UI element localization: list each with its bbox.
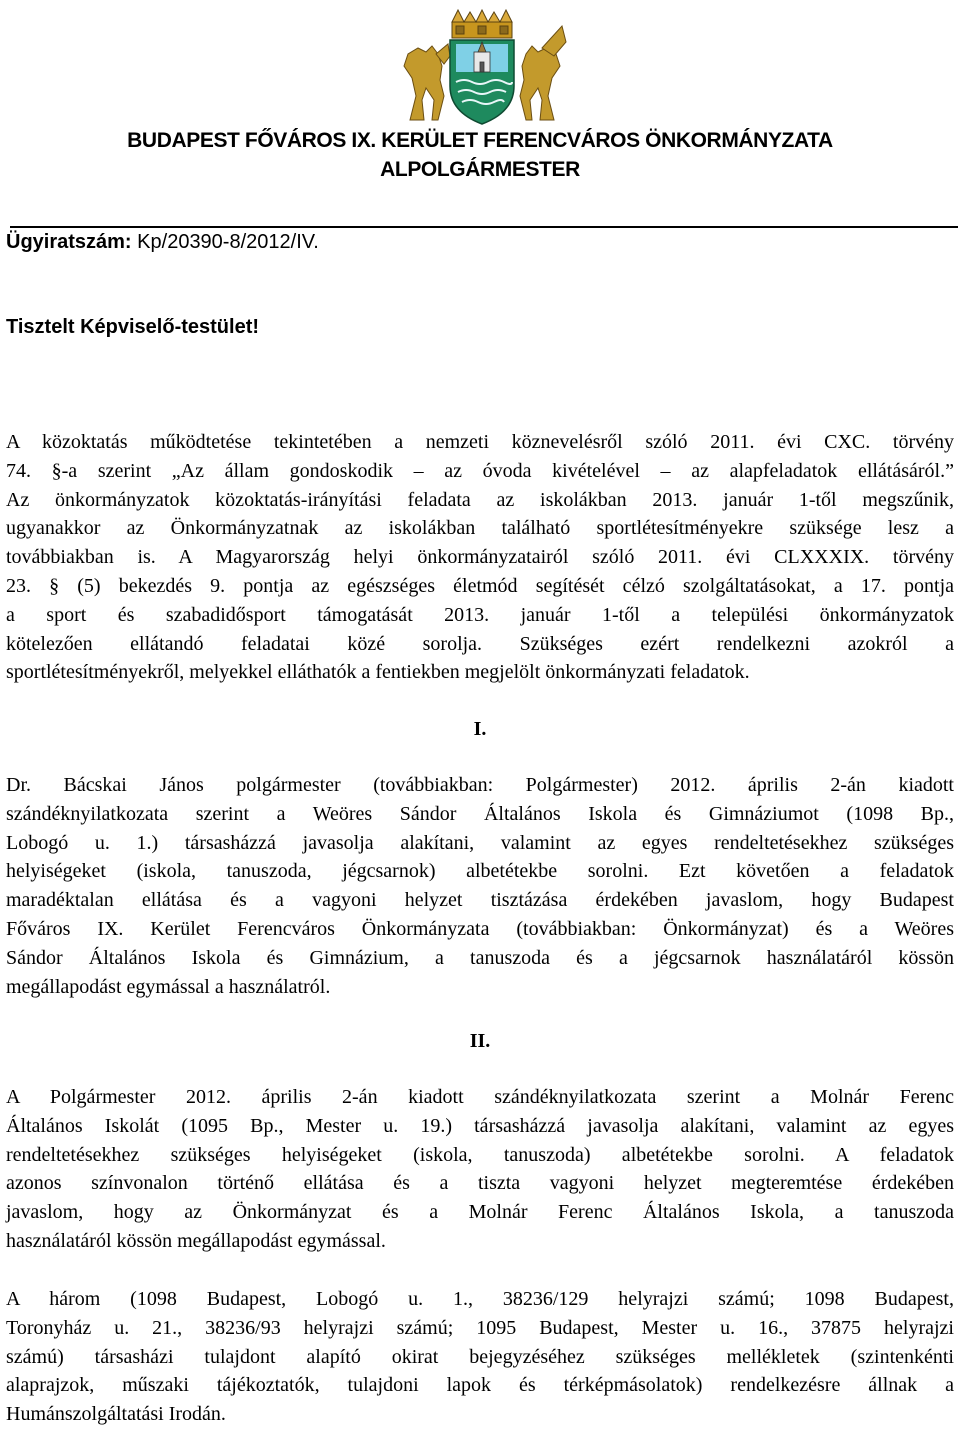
- paragraph-line: számú) társasházi tulajdont alapító okirat bejegyzéséhez szükséges mellékletek (szintenkénti: [6, 1345, 954, 1368]
- paragraph-line: Általános Iskolát (1095 Bp., Mester u. 19.) társasházzá javasolja alakítani, valamint az egyes: [6, 1114, 954, 1137]
- paragraph-line: kötelezően ellátandó feladatai közé sorolja. Szükséges ezért rendelkezni azokról a: [6, 632, 954, 655]
- paragraph-line: megállapodást egymással a használatról.: [6, 975, 331, 998]
- paragraph-line: Lobogó u. 1.) társasházzá javasolja alakítani, valamint az egyes rendeltetésekhez szükséges: [6, 831, 954, 854]
- office-title: ALPOLGÁRMESTER: [380, 158, 580, 181]
- paragraph-line: sportlétesítményekről, melyekkel elláthatók a fentiekben megjelölt önkormányzati feladatok.: [6, 661, 750, 684]
- paragraph-line: a sport és szabadidősport támogatását 2013. január 1-től a települési önkormányzatok: [6, 603, 954, 626]
- section-2-paragraph: [6, 1083, 954, 1256]
- paragraph-line: azonos színvonalon történő ellátása és a tiszta vagyoni helyzet megteremtése érdekében: [6, 1172, 954, 1195]
- paragraph-line: szándéknyilatkozata szerint a Weöres Sándor Általános Iskola és Gimnáziumot (1098 Bp.,: [6, 802, 954, 825]
- header-divider: [10, 226, 958, 228]
- paragraph-line: alaprajzok, műszaki tájékoztatók, tulajdoni lapok és térképmásolatok) rendelkezésre állnak a: [6, 1374, 954, 1397]
- paragraph-line: javaslom, hogy az Önkormányzat és a Molnár Ferenc Általános Iskola, a tanuszoda: [6, 1201, 954, 1224]
- paragraph-line: A közoktatás működtetése tekintetében a nemzeti köznevelésről szóló 2011. évi CXC. törvény: [6, 431, 954, 453]
- paragraph-line: továbbiakban is. A Magyarország helyi önkormányzatairól szóló 2011. évi CLXXXIX. törvény: [6, 546, 954, 569]
- intro-paragraph: [6, 428, 954, 687]
- paragraph-line: Az önkormányzatok közoktatás-irányítási feladata az iskolákban 2013. január 1-től megszűnik,: [6, 488, 954, 511]
- paragraph-line: rendeltetésekhez szükséges helyiségeket (iskola, tanuszoda) albetétekbe sorolni. A feladatok: [6, 1143, 954, 1166]
- paragraph-line: Toronyház u. 21., 38236/93 helyrajzi számú; 1095 Budapest, Mester u. 16., 37875 helyrajzi: [6, 1316, 954, 1339]
- paragraph-line: A Polgármester 2012. április 2-án kiadott szándéknyilatkozata szerint a Molnár Ferenc: [6, 1086, 954, 1108]
- organization-name: BUDAPEST FŐVÁROS IX. KERÜLET FERENCVÁROS ÖNKORMÁNYZATA: [127, 129, 833, 152]
- section-1-paragraph: [6, 771, 954, 1001]
- file-reference-number: Kp/20390-8/2012/IV.: [137, 231, 319, 253]
- section-heading-1: I.: [473, 718, 487, 740]
- paragraph-line: Humánszolgáltatási Irodán.: [6, 1403, 226, 1426]
- salutation: Tisztelt Képviselő-testület!: [6, 316, 260, 338]
- paragraph-line: ugyanakkor az Önkormányzatnak az iskolákban található sportlétesítményekre szüksége lesz a: [6, 517, 954, 540]
- paragraph-line: használatáról kössön megállapodást egymással.: [6, 1229, 386, 1252]
- paragraph-line: Főváros IX. Kerület Ferencváros Önkormányzata (továbbiakban: Önkormányzat) és a Weöres: [6, 917, 954, 940]
- paragraph-line: maradéktalan ellátása és a vagyoni helyzet tisztázása érdekében javaslom, hogy Budapest: [6, 889, 954, 912]
- paragraph-line: Dr. Bácskai János polgármester (továbbiakban: Polgármester) 2012. április 2-án kiadott: [6, 774, 954, 796]
- paragraph-line: Sándor Általános Iskola és Gimnázium, a tanuszoda és a jégcsarnok használatáról kössön: [6, 946, 954, 969]
- paragraph-line: 74. §-a szerint „Az állam gondoskodik – az óvoda kivételével – az alapfeladatok ellátásáról.”: [6, 459, 954, 482]
- file-reference: [6, 231, 319, 254]
- paragraph-line: helyiségeket (iskola, tanuszoda, jégcsarnok) albetétekbe sorolni. Ezt követően a feladatok: [6, 860, 954, 883]
- file-reference-label: Ügyiratszám:: [6, 231, 132, 253]
- section-heading-2: II.: [469, 1030, 491, 1052]
- coat-of-arms-icon: [392, 8, 572, 126]
- paragraph-line: A három (1098 Budapest, Lobogó u. 1., 38236/129 helyrajzi számú; 1098 Budapest,: [6, 1288, 954, 1310]
- closing-paragraph: [6, 1285, 954, 1429]
- paragraph-line: 23. § (5) bekezdés 9. pontja az egészséges életmód segítését célzó szolgáltatásokat, a 17. pontja: [6, 574, 954, 597]
